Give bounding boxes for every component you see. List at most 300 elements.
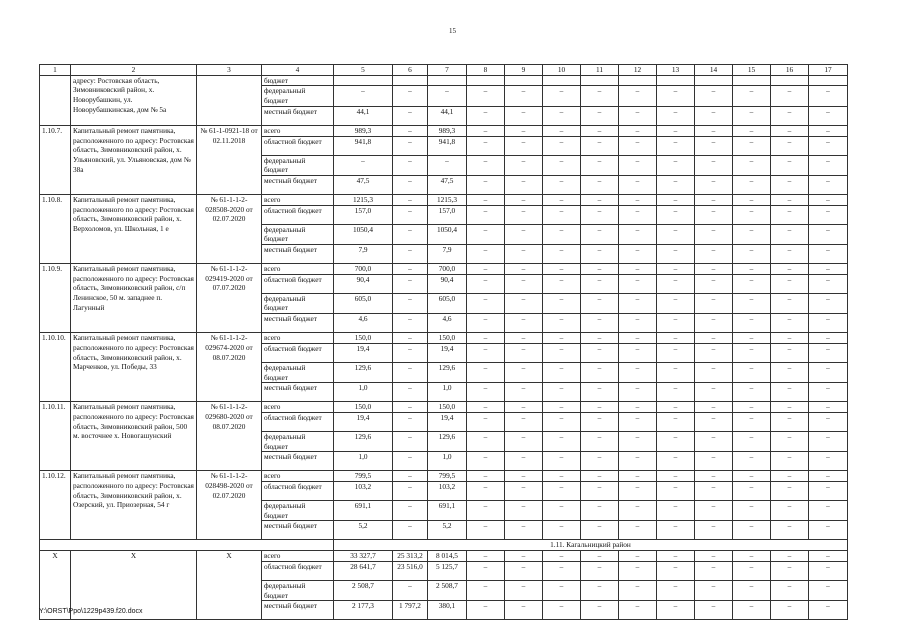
budget-type: всего: [262, 551, 334, 562]
value-cell: –: [733, 86, 771, 106]
value-cell: –: [619, 293, 657, 313]
value-cell: –: [733, 452, 771, 471]
value-cell: –: [733, 205, 771, 224]
value-cell: –: [543, 452, 581, 471]
value-cell: –: [619, 521, 657, 540]
value-cell: 157,0: [334, 205, 393, 224]
value-cell: –: [619, 383, 657, 402]
value-cell: [581, 75, 619, 86]
value-cell: –: [733, 175, 771, 194]
value-cell: 129,6: [334, 431, 393, 451]
value-cell: –: [695, 561, 733, 580]
value-cell: –: [393, 482, 428, 501]
value-cell: 799,5: [428, 471, 467, 482]
value-cell: –: [733, 343, 771, 362]
budget-type: областной бюджет: [262, 136, 334, 155]
item-name: адресу: Ростовская область, Зимовниковский район, х. Новорубашкин, ул. Новорубашкинская, дом № 5а: [71, 75, 197, 125]
value-cell: –: [467, 431, 505, 451]
value-cell: –: [467, 452, 505, 471]
value-cell: –: [393, 175, 428, 194]
value-cell: –: [581, 224, 619, 244]
value-cell: –: [771, 125, 809, 136]
value-cell: –: [467, 333, 505, 344]
value-cell: –: [771, 452, 809, 471]
value-cell: –: [581, 194, 619, 205]
value-cell: –: [657, 106, 695, 125]
value-cell: –: [695, 383, 733, 402]
value-cell: –: [581, 125, 619, 136]
value-cell: –: [467, 155, 505, 175]
value-cell: –: [733, 245, 771, 264]
column-header: 5: [334, 65, 393, 76]
value-cell: –: [467, 194, 505, 205]
value-cell: –: [809, 125, 848, 136]
value-cell: –: [505, 175, 543, 194]
value-cell: –: [581, 431, 619, 451]
value-cell: –: [771, 274, 809, 293]
value-cell: –: [733, 561, 771, 580]
value-cell: –: [619, 402, 657, 413]
value-cell: –: [695, 343, 733, 362]
value-cell: –: [543, 333, 581, 344]
value-cell: 25 313,2: [393, 551, 428, 562]
value-cell: –: [771, 561, 809, 580]
value-cell: –: [695, 501, 733, 521]
value-cell: –: [733, 333, 771, 344]
value-cell: –: [657, 274, 695, 293]
value-cell: 380,1: [428, 601, 467, 620]
value-cell: –: [809, 245, 848, 264]
value-cell: –: [467, 561, 505, 580]
value-cell: –: [505, 314, 543, 333]
value-cell: –: [695, 136, 733, 155]
item-name: Капитальный ремонт памятника, расположенного по адресу: Ростовская область, Зимовниковский район, х. Ульяновский, ул. Ульяновская, дом № 38а: [71, 125, 197, 194]
program-table: [39, 64, 848, 620]
value-cell: –: [771, 155, 809, 175]
value-cell: –: [809, 501, 848, 521]
value-cell: 28 641,7: [334, 561, 393, 580]
value-cell: –: [393, 224, 428, 244]
value-cell: –: [393, 333, 428, 344]
value-cell: –: [393, 452, 428, 471]
value-cell: –: [657, 551, 695, 562]
item-document: № 61-1-1-2-028498-2020 от 02.07.2020: [197, 471, 262, 540]
value-cell: –: [581, 580, 619, 600]
column-header: 11: [581, 65, 619, 76]
value-cell: –: [771, 293, 809, 313]
table-row: [40, 75, 848, 86]
value-cell: 1,0: [428, 383, 467, 402]
value-cell: –: [505, 86, 543, 106]
budget-type: областной бюджет: [262, 561, 334, 580]
item-name: Капитальный ремонт памятника, расположенного по адресу: Ростовская область, Зимовниковский район, с/п Ленинское, 50 м. западнее п. Лагунный: [71, 264, 197, 333]
budget-type: областной бюджет: [262, 205, 334, 224]
value-cell: [428, 75, 467, 86]
budget-type: всего: [262, 471, 334, 482]
value-cell: –: [733, 194, 771, 205]
value-cell: –: [505, 343, 543, 362]
item-number: 1.10.11.: [40, 402, 71, 471]
value-cell: –: [543, 601, 581, 620]
value-cell: –: [809, 205, 848, 224]
value-cell: –: [733, 155, 771, 175]
value-cell: –: [505, 501, 543, 521]
value-cell: [619, 75, 657, 86]
value-cell: 941,8: [428, 136, 467, 155]
value-cell: –: [733, 293, 771, 313]
value-cell: –: [619, 194, 657, 205]
value-cell: –: [543, 194, 581, 205]
value-cell: –: [393, 274, 428, 293]
item-document: X: [197, 551, 262, 620]
value-cell: 19,4: [428, 343, 467, 362]
budget-type: местный бюджет: [262, 383, 334, 402]
value-cell: 799,5: [334, 471, 393, 482]
value-cell: –: [657, 402, 695, 413]
value-cell: –: [657, 482, 695, 501]
value-cell: –: [771, 194, 809, 205]
value-cell: –: [657, 601, 695, 620]
value-cell: –: [581, 245, 619, 264]
value-cell: –: [428, 86, 467, 106]
value-cell: –: [505, 431, 543, 451]
value-cell: –: [657, 224, 695, 244]
value-cell: –: [393, 194, 428, 205]
value-cell: –: [695, 452, 733, 471]
value-cell: –: [657, 205, 695, 224]
value-cell: –: [505, 293, 543, 313]
value-cell: –: [334, 155, 393, 175]
value-cell: –: [581, 205, 619, 224]
value-cell: –: [619, 175, 657, 194]
value-cell: 47,5: [428, 175, 467, 194]
value-cell: –: [657, 362, 695, 382]
value-cell: –: [467, 601, 505, 620]
footer-filepath: Y:\ORST\Ppo\1229p439.f20.docx: [39, 608, 143, 615]
value-cell: –: [657, 333, 695, 344]
value-cell: [809, 75, 848, 86]
value-cell: –: [393, 136, 428, 155]
value-cell: –: [695, 205, 733, 224]
value-cell: –: [619, 86, 657, 106]
value-cell: –: [695, 431, 733, 451]
value-cell: –: [657, 412, 695, 431]
budget-type: областной бюджет: [262, 343, 334, 362]
budget-type: федеральный бюджет: [262, 580, 334, 600]
value-cell: 19,4: [334, 343, 393, 362]
value-cell: –: [809, 452, 848, 471]
value-cell: 103,2: [428, 482, 467, 501]
value-cell: –: [467, 343, 505, 362]
value-cell: –: [771, 136, 809, 155]
value-cell: –: [467, 314, 505, 333]
column-header: 9: [505, 65, 543, 76]
value-cell: –: [543, 86, 581, 106]
table-row: [40, 125, 848, 136]
value-cell: –: [543, 274, 581, 293]
value-cell: –: [505, 125, 543, 136]
table-body: [40, 65, 848, 620]
budget-type: всего: [262, 125, 334, 136]
budget-type: местный бюджет: [262, 245, 334, 264]
value-cell: –: [809, 521, 848, 540]
value-cell: –: [657, 343, 695, 362]
value-cell: –: [809, 601, 848, 620]
budget-type: федеральный бюджет: [262, 224, 334, 244]
value-cell: –: [467, 245, 505, 264]
value-cell: –: [505, 333, 543, 344]
value-cell: –: [581, 561, 619, 580]
value-cell: –: [543, 402, 581, 413]
value-cell: –: [695, 274, 733, 293]
value-cell: –: [695, 471, 733, 482]
value-cell: –: [695, 175, 733, 194]
value-cell: –: [695, 106, 733, 125]
value-cell: [657, 75, 695, 86]
column-header: 15: [733, 65, 771, 76]
value-cell: 44,1: [334, 106, 393, 125]
page-number: 15: [449, 27, 456, 35]
value-cell: –: [393, 431, 428, 451]
budget-type: федеральный бюджет: [262, 501, 334, 521]
value-cell: –: [619, 471, 657, 482]
value-cell: –: [695, 245, 733, 264]
value-cell: 1050,4: [334, 224, 393, 244]
value-cell: –: [657, 452, 695, 471]
value-cell: –: [393, 245, 428, 264]
value-cell: –: [619, 452, 657, 471]
item-name: Капитальный ремонт памятника, расположенного по адресу: Ростовская область, Зимовниковский район, х. Озерский, ул. Приозерная, 54 г: [71, 471, 197, 540]
value-cell: –: [771, 521, 809, 540]
value-cell: –: [393, 314, 428, 333]
value-cell: –: [619, 136, 657, 155]
value-cell: –: [771, 402, 809, 413]
budget-type: местный бюджет: [262, 314, 334, 333]
value-cell: –: [581, 175, 619, 194]
value-cell: –: [771, 175, 809, 194]
table-row: [40, 333, 848, 344]
value-cell: –: [733, 362, 771, 382]
value-cell: –: [771, 205, 809, 224]
value-cell: –: [695, 333, 733, 344]
value-cell: –: [393, 205, 428, 224]
value-cell: –: [581, 601, 619, 620]
column-header: 2: [71, 65, 197, 76]
value-cell: –: [809, 224, 848, 244]
value-cell: –: [393, 106, 428, 125]
value-cell: –: [809, 155, 848, 175]
value-cell: –: [695, 155, 733, 175]
value-cell: 103,2: [334, 482, 393, 501]
value-cell: –: [733, 136, 771, 155]
item-name: Капитальный ремонт памятника, расположенного по адресу: Ростовская область, Зимовниковский район, х. Марченков, ул. Победы, 33: [71, 333, 197, 402]
value-cell: 5,2: [334, 521, 393, 540]
item-number: 1.10.8.: [40, 194, 71, 263]
value-cell: –: [393, 343, 428, 362]
value-cell: –: [809, 343, 848, 362]
value-cell: –: [733, 482, 771, 501]
value-cell: –: [543, 245, 581, 264]
value-cell: 8 014,5: [428, 551, 467, 562]
value-cell: –: [581, 343, 619, 362]
value-cell: –: [809, 402, 848, 413]
value-cell: –: [657, 136, 695, 155]
value-cell: –: [809, 264, 848, 275]
value-cell: –: [771, 431, 809, 451]
value-cell: –: [505, 402, 543, 413]
item-document: № 61-1-0921-18 от 02.11.2018: [197, 125, 262, 194]
value-cell: 47,5: [334, 175, 393, 194]
value-cell: –: [428, 155, 467, 175]
item-number: X: [40, 551, 71, 620]
value-cell: 1215,3: [428, 194, 467, 205]
value-cell: 7,9: [334, 245, 393, 264]
value-cell: –: [505, 412, 543, 431]
value-cell: 44,1: [428, 106, 467, 125]
value-cell: –: [543, 224, 581, 244]
value-cell: 941,8: [334, 136, 393, 155]
section-title: 1.11. Кагальницкий район: [334, 540, 848, 551]
value-cell: –: [543, 175, 581, 194]
value-cell: [393, 75, 428, 86]
value-cell: –: [695, 314, 733, 333]
value-cell: 1215,3: [334, 194, 393, 205]
value-cell: –: [771, 314, 809, 333]
value-cell: –: [581, 274, 619, 293]
value-cell: 2 508,7: [334, 580, 393, 600]
value-cell: –: [733, 521, 771, 540]
column-header: 12: [619, 65, 657, 76]
value-cell: –: [505, 383, 543, 402]
value-cell: 605,0: [428, 293, 467, 313]
value-cell: –: [771, 383, 809, 402]
value-cell: –: [657, 383, 695, 402]
value-cell: –: [581, 521, 619, 540]
value-cell: –: [657, 155, 695, 175]
value-cell: –: [393, 293, 428, 313]
value-cell: –: [657, 194, 695, 205]
value-cell: –: [809, 482, 848, 501]
column-header: 4: [262, 65, 334, 76]
value-cell: –: [581, 136, 619, 155]
value-cell: –: [581, 106, 619, 125]
value-cell: –: [733, 431, 771, 451]
value-cell: –: [467, 501, 505, 521]
table-row: [40, 551, 848, 562]
column-header: 1: [40, 65, 71, 76]
value-cell: 129,6: [428, 431, 467, 451]
value-cell: –: [543, 501, 581, 521]
value-cell: –: [467, 362, 505, 382]
value-cell: 129,6: [428, 362, 467, 382]
value-cell: –: [467, 205, 505, 224]
value-cell: 7,9: [428, 245, 467, 264]
value-cell: –: [505, 155, 543, 175]
value-cell: –: [581, 155, 619, 175]
value-cell: –: [695, 521, 733, 540]
value-cell: –: [467, 482, 505, 501]
value-cell: 4,6: [428, 314, 467, 333]
value-cell: –: [809, 580, 848, 600]
item-number: 1.10.9.: [40, 264, 71, 333]
value-cell: –: [733, 106, 771, 125]
value-cell: 19,4: [334, 412, 393, 431]
value-cell: –: [771, 333, 809, 344]
value-cell: –: [695, 580, 733, 600]
value-cell: –: [733, 274, 771, 293]
value-cell: –: [393, 471, 428, 482]
budget-type: местный бюджет: [262, 521, 334, 540]
value-cell: –: [657, 86, 695, 106]
value-cell: –: [543, 551, 581, 562]
column-header: 3: [197, 65, 262, 76]
value-cell: –: [467, 402, 505, 413]
budget-type: местный бюджет: [262, 175, 334, 194]
value-cell: –: [809, 314, 848, 333]
value-cell: –: [809, 333, 848, 344]
value-cell: –: [657, 431, 695, 451]
value-cell: –: [505, 106, 543, 125]
value-cell: 2 508,7: [428, 580, 467, 600]
column-header: 6: [393, 65, 428, 76]
value-cell: 605,0: [334, 293, 393, 313]
budget-type: местный бюджет: [262, 452, 334, 471]
value-cell: –: [467, 224, 505, 244]
value-cell: 1,0: [334, 452, 393, 471]
column-header: 10: [543, 65, 581, 76]
value-cell: –: [393, 155, 428, 175]
value-cell: –: [695, 412, 733, 431]
value-cell: –: [619, 482, 657, 501]
value-cell: –: [581, 412, 619, 431]
value-cell: 1 797,2: [393, 601, 428, 620]
value-cell: –: [771, 580, 809, 600]
value-cell: [467, 75, 505, 86]
value-cell: 5 125,7: [428, 561, 467, 580]
value-cell: –: [733, 402, 771, 413]
value-cell: 5,2: [428, 521, 467, 540]
value-cell: –: [543, 580, 581, 600]
value-cell: –: [771, 343, 809, 362]
value-cell: –: [581, 402, 619, 413]
value-cell: –: [393, 501, 428, 521]
value-cell: –: [467, 412, 505, 431]
value-cell: –: [393, 402, 428, 413]
section-row: [40, 540, 848, 551]
value-cell: –: [771, 412, 809, 431]
value-cell: –: [543, 106, 581, 125]
value-cell: –: [393, 125, 428, 136]
value-cell: –: [393, 86, 428, 106]
value-cell: –: [733, 264, 771, 275]
value-cell: –: [543, 293, 581, 313]
value-cell: 1,0: [428, 452, 467, 471]
table-row: [40, 194, 848, 205]
value-cell: –: [505, 362, 543, 382]
value-cell: –: [619, 333, 657, 344]
value-cell: –: [543, 136, 581, 155]
value-cell: –: [809, 194, 848, 205]
value-cell: –: [467, 264, 505, 275]
value-cell: –: [505, 264, 543, 275]
item-number: 1.10.10.: [40, 333, 71, 402]
value-cell: –: [581, 482, 619, 501]
budget-type: местный бюджет: [262, 106, 334, 125]
budget-type: всего: [262, 402, 334, 413]
value-cell: –: [505, 471, 543, 482]
value-cell: –: [505, 224, 543, 244]
value-cell: –: [771, 224, 809, 244]
